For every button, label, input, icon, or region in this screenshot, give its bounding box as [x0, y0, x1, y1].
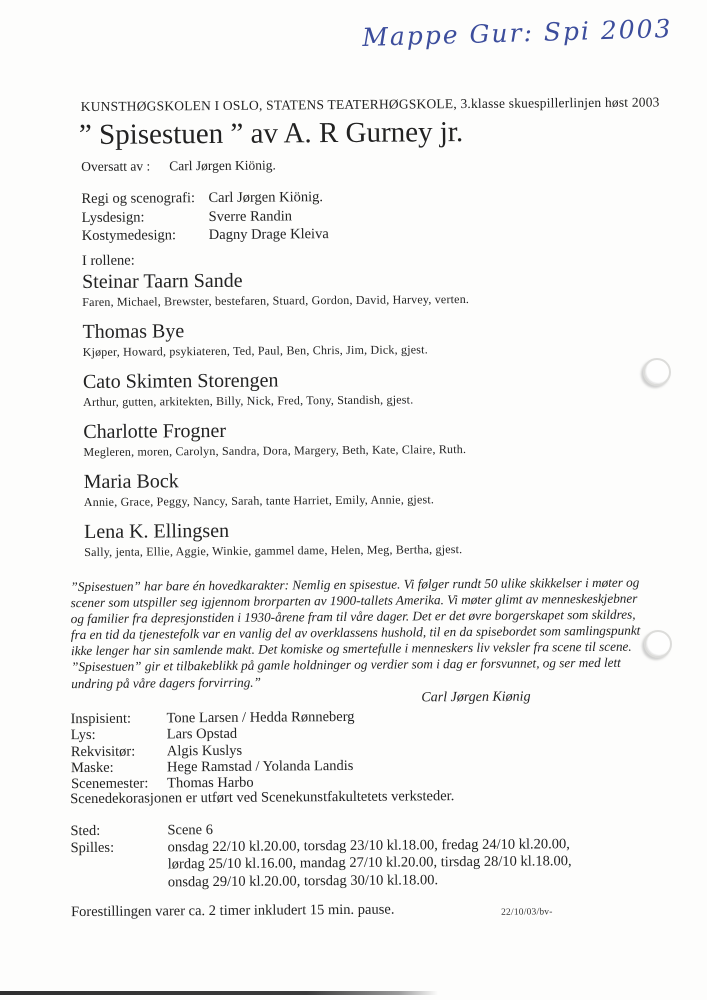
actor-roles: Megleren, moren, Carolyn, Sandra, Dora, Margery, Beth, Kate, Claire, Ruth.: [83, 442, 467, 460]
cast-entry: [83, 366, 643, 409]
credit-value: Carl Jørgen Kiönig.: [208, 189, 324, 207]
credit-value: Lars Opstad: [166, 726, 238, 743]
translator-label: Oversatt av :: [81, 158, 151, 175]
credit-row-stage-manager: [70, 709, 354, 728]
page-title: ” Spisestuen ” av A. R Gurney jr.: [78, 116, 464, 152]
venue-label: Sted:: [70, 822, 101, 840]
cast-entry: [84, 466, 644, 509]
synopsis-signature: Carl Jørgen Kiønig: [421, 689, 531, 706]
credit-label: Lys:: [70, 727, 96, 744]
credit-value: Dagny Drage Kleiva: [208, 226, 329, 244]
credit-row-makeup: [71, 758, 355, 777]
actor-name: Thomas Bye: [82, 320, 185, 344]
stage-credits: [70, 709, 355, 793]
translator-value: Carl Jørgen Kiönig.: [169, 157, 276, 174]
actor-name: Charlotte Frogner: [83, 419, 227, 444]
actor-name: Steinar Taarn Sande: [82, 269, 243, 294]
actor-name: Cato Skimten Storengen: [82, 369, 279, 394]
schedule-line: onsdag 29/10 kl.20.00, torsdag 30/10 kl.18.00.: [167, 871, 439, 890]
cast-entry: [83, 416, 643, 459]
hole-punch-mark: [644, 630, 672, 658]
venue-value: Scene 6: [167, 822, 213, 839]
cast-entry: [82, 316, 642, 359]
hole-punch-mark: [643, 358, 671, 386]
workshop-note: Scenedekorasjonen er utført ved Scenekunstfakultetets verksteder.: [70, 788, 455, 808]
credit-value: Thomas Harbo: [167, 774, 254, 792]
actor-roles: Kjøper, Howard, psykiateren, Ted, Paul, Ben, Chris, Jim, Dick, gjest.: [82, 342, 428, 360]
credit-row-lighting: [82, 207, 329, 227]
schedule-row: [71, 836, 638, 892]
actor-roles: Sally, jenta, Ellie, Aggie, Winkie, gammel dame, Helen, Meg, Bertha, gjest.: [84, 542, 463, 560]
credit-row-director: [81, 188, 328, 208]
cast-entry: [82, 266, 642, 309]
document-header: KUNSTHØGSKOLEN I OSLO, STATENS TEATERHØGSKOLE, 3.klasse skuespillerlinjen høst 2003: [80, 94, 660, 115]
venue-schedule-block: [70, 819, 638, 892]
credit-label: Maske:: [70, 759, 114, 777]
schedule-label: Spilles:: [70, 839, 115, 857]
cast-entry: [84, 516, 644, 559]
duration-note: Forestillingen varer ca. 2 timer inkludert 15 min. pause.: [71, 901, 395, 921]
handwritten-note: Mappe Gur: Spi 2003: [361, 14, 673, 52]
schedule-line: onsdag 22/10 kl.20.00, torsdag 23/10 kl.18.00, fredag 24/10 kl.20.00,: [167, 836, 570, 856]
schedule-line: lørdag 25/10 kl.16.00, mandag 27/10 kl.20.00, tirsdag 28/10 kl.18.00,: [167, 853, 572, 873]
schedule-lines: [168, 836, 638, 891]
credit-row-costume: [82, 225, 329, 245]
actor-roles: Faren, Michael, Brewster, bestefaren, Stuard, Gordon, David, Harvey, verten.: [82, 291, 470, 310]
credit-label: Scenemester:: [71, 775, 149, 793]
credit-value: Hege Ramstad / Yolanda Landis: [166, 757, 354, 776]
cast-list: [82, 266, 644, 570]
actor-name: Lena K. Ellingsen: [84, 519, 230, 544]
credit-label: Lysdesign:: [81, 209, 145, 226]
date-stamp: 22/10/03/bv-: [501, 907, 553, 918]
credit-label: Regi og scenografi:: [81, 190, 196, 208]
credit-label: Rekvisitør:: [70, 743, 136, 760]
actor-roles: Arthur, gutten, arkitekten, Billy, Nick, Fred, Tony, Standish, gjest.: [83, 392, 414, 410]
credit-label: Inspisient:: [70, 710, 132, 728]
credit-value: Tone Larsen / Hedda Rønneberg: [166, 708, 355, 727]
cast-heading: I rollene:: [81, 252, 135, 270]
production-credits: [81, 188, 328, 245]
synopsis-text: ”Spisestuen” har bare én hovedkarakter: Nemlig en spisestue. Vi følger rundt 50 ulike skikkelser i møter og scener som utspiller seg igjennom brorparten av 1900-tallets Amerika. Vi møter glimt av menneskeskjebner og familier fra depresjonstiden i 1930-årene fram til våre dager. Det er det øvre borgerskapet som skildres, fra en tid da tjenestefolk var en vanlig del av overklassens hushold, til en da spisebordet som samlingspunkt ikke lenger har sin samlende makt. Det komiske og smertefulle i menneskers liv veksler fra scene til scene. ”Spisestuen” gir et tilbakeblikk på gamle holdninger og verdier som i dag er forsvunnet, og ser med lett undring på våre dagers forvirring.”: [70, 574, 641, 691]
credit-label: Kostymedesign:: [81, 227, 177, 245]
translator-line: [81, 157, 276, 175]
actor-name: Maria Bock: [83, 470, 179, 494]
actor-roles: Annie, Grace, Peggy, Nancy, Sarah, tante Harriet, Emily, Annie, gjest.: [83, 492, 435, 510]
credit-value: Sverre Randin: [208, 207, 293, 225]
scan-edge-shadow: [0, 991, 438, 995]
synopsis-block: [70, 575, 649, 709]
credit-value: Algis Kuslys: [166, 742, 243, 759]
